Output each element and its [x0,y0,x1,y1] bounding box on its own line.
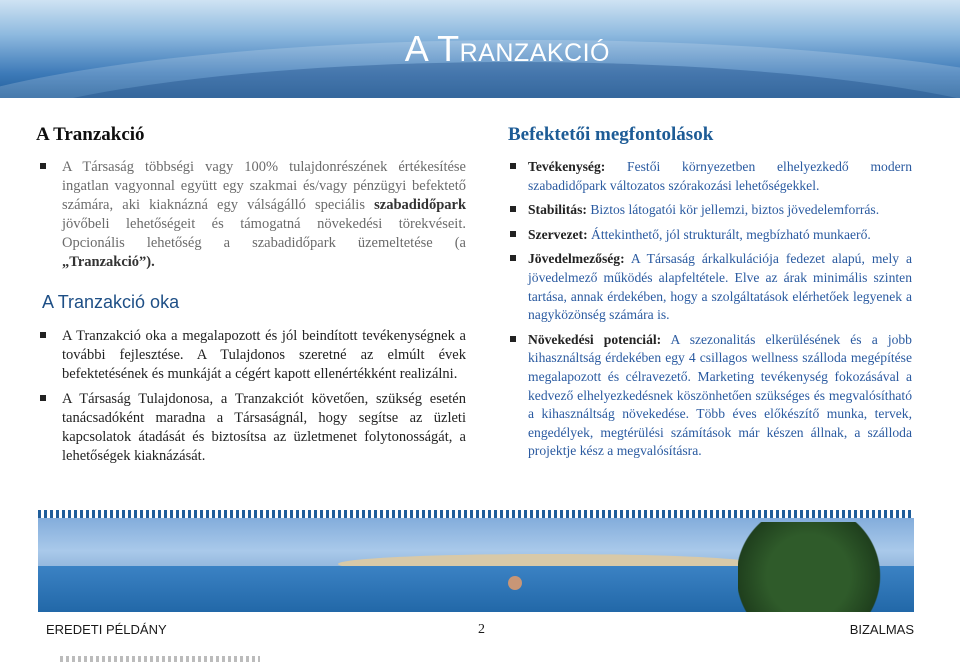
square-bullet-icon [40,163,46,169]
square-bullet-icon [510,231,516,237]
bottom-dot-decoration [60,656,260,662]
list-item: A Tranzakció oka a megalapozott és jól beindított tevékenységnek a további fejlesztése. A Tulajdonos szeretné az elmúlt évek befektetésének és munkáját a cégért kapott ellenértékként realizálni. [36,327,466,384]
section-heading-tranzakcio: A Tranzakció [36,124,145,145]
section-heading-tranzakcio-oka: A Tranzakció oka [42,292,180,312]
square-bullet-icon [40,332,46,338]
left-column [36,124,466,472]
section-heading-befektetoi: Befektetői megfontolások [508,124,714,145]
page-footer [0,622,960,646]
title-banner [0,0,960,98]
right-column [508,124,912,467]
list-item: Stabilitás: Biztos látogatói kör jellemzi, biztos jövedelemforrás. [508,201,912,220]
list-item: Jövedelmezőség: A Társaság árkalkulációja fedezet alapú, mely a jövedelmező működés alapfeltétele. Elve az árak minimális szinten tartása, annak érdekében, hogy a szolgáltatások elérhetőek legyenek a nagyközönség számára is. [508,250,912,324]
square-bullet-icon [40,395,46,401]
intro-paragraph: A Társaság többségi vagy 100% tulajdonrészének értékesítése ingatlan vagyonnal együtt egy szakmai és/vagy pénzügyi befektető számára, aki kiaknázná egy válságálló speciális szabadidőpark jövőbeli lehetőségeit és támogatná növekedési törekvéseit. Opcionális lehetőség a szabadidőpark üzemeltetése (a „Tranzakció”). [36,158,466,272]
reason-list [36,327,466,466]
footer-confidential: BIZALMAS [849,622,914,637]
square-bullet-icon [510,163,516,169]
spa-pool-photo [38,510,914,612]
page-number: 2 [478,622,485,637]
list-item: Növekedési potenciál: A szezonalitás elkerülésének és a jobb kihasználtság érdekében egy 4 csillagos wellness szálloda megépítése megalapozott és célravezető. Marketing tevékenység fokozásával a kedvező elhelyezkedésnek köszönhetően szükséges és megvalósítható a kihasználtság növekedése. Több éves előkészítő munka, tervek, engedélyek, megtérülési számítások már készen állnak, a szálloda projektje kész a megvalósításra. [508,331,912,461]
square-bullet-icon [510,255,516,261]
photo-dot-border [38,510,914,518]
square-bullet-icon [510,336,516,342]
list-item: A Társaság Tulajdonosa, a Tranzakciót követően, szükség esetén tanácsadóként maradna a Társaságnál, hogy segítse az üzleti kapcsolatok átadását és biztosítsa az üzletmenet folytonosságát, a lehetőségek kiaknázását. [36,390,466,466]
square-bullet-icon [510,206,516,212]
slide-title: A Tranzakció [404,28,610,69]
list-item: Tevékenység: Festői környezetben elhelyezkedő modern szabadidőpark változatos szórakozási lehetőségekkel. [508,158,912,195]
list-item: Szervezet: Áttekinthető, jól strukturált, megbízható munkaerő. [508,226,912,245]
footer-original-copy: EREDETI PÉLDÁNY [46,622,167,637]
photo-swimmer [508,576,522,590]
consideration-list [508,158,912,461]
photo-trees [738,522,914,612]
